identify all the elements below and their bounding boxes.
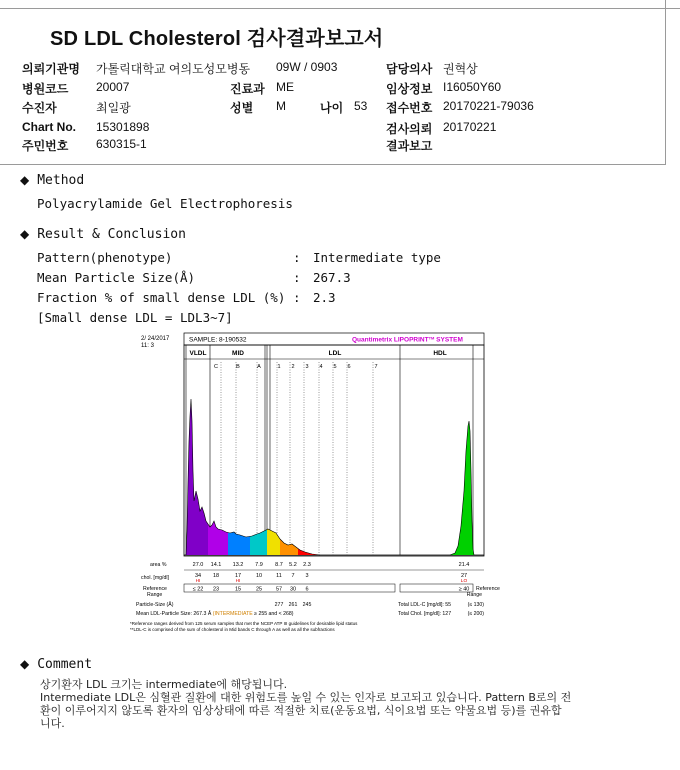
footnote-2: **LDL-C is comprised of the sum of cholesterol in Mid bands C through A as well as all the subfractions (130, 627, 335, 632)
patient-value: 최일광 (96, 101, 131, 115)
particle-size-row-label: Particle-Size (Å) (136, 602, 174, 608)
small-dense-note: [Small dense LDL = LDL3~7] (37, 310, 233, 325)
pattern-value: Intermediate type (313, 250, 441, 265)
ref-value: 30 (289, 586, 297, 593)
comment-section (20, 657, 92, 672)
sex-value: M (276, 99, 286, 113)
flag-value: LO (460, 579, 468, 584)
institution-label: 의뢰기관명 (22, 62, 80, 76)
comment-line-1: 상기환자 LDL 크기는 intermediate에 해당됩니다. (40, 678, 288, 691)
age-label: 나이 (320, 101, 344, 115)
chart-brand: Quantimetrix LIPOPRINT™ SYSTEM (352, 335, 463, 344)
result-heading: Result & Conclusion (37, 227, 186, 242)
region-label: MID (232, 350, 244, 357)
band-label: B (236, 364, 240, 370)
request-value: 20170221 (443, 120, 497, 134)
particle-size-sep: : (293, 270, 301, 285)
diamond-bullet-icon: ◆ (20, 657, 30, 671)
diamond-bullet-icon: ◆ (20, 227, 30, 241)
request-label: 검사의뢰 (386, 122, 433, 136)
area-value: 2.3 (303, 562, 311, 568)
total-ldl-row: Total LDL-C [mg/dl]: 55 (398, 602, 452, 608)
comment-heading: Comment (37, 657, 93, 672)
row-label-area: area % (150, 562, 167, 568)
band-label: 6 (347, 364, 351, 370)
chol-value: 18 (212, 573, 220, 579)
band-label: 2 (291, 364, 295, 370)
clinical-value: I16050Y60 (443, 80, 502, 94)
fraction-label: Fraction % of small dense LDL (%) (37, 290, 286, 305)
ref-value: 57 (275, 586, 283, 593)
ref-value: 15 (234, 586, 242, 593)
area-value: 5.2 (289, 562, 297, 568)
particle-size-value: 277 (274, 602, 284, 608)
area-value: 13.2 (232, 562, 244, 568)
chol-value: 7 (291, 573, 295, 579)
clinical-label: 임상정보 (386, 82, 433, 96)
total-ldl-ref: (≤ 130) (467, 602, 484, 608)
band-label: 3 (305, 364, 309, 370)
particle-size-value: 261 (288, 602, 298, 608)
band-label: 7 (374, 364, 378, 370)
pattern-sep: : (293, 250, 301, 265)
row-label-chol: chol. [mg/dl] (141, 575, 169, 581)
sex-label: 성별 (230, 101, 254, 115)
particle-sizes (275, 602, 312, 608)
method-heading: Method (37, 173, 85, 188)
ref-value: 6 (305, 586, 309, 593)
chol-value: 10 (255, 573, 263, 579)
ward-value: 09W / 0903 (276, 60, 338, 74)
particle-size-value: 245 (302, 602, 312, 608)
row-label-range: Range (147, 592, 163, 598)
chol-value: 3 (305, 573, 309, 579)
band-label: 4 (319, 364, 323, 370)
row-label-range-right: Range (466, 592, 482, 598)
row-label-ref: Reference (143, 586, 167, 592)
lipoprint-svg (130, 331, 500, 639)
total-chol-row: Total Chol. [mg/dl]: 127 (398, 611, 452, 617)
hospital-code-value: 20007 (96, 80, 130, 94)
institution-value: 가톨릭대학교 여의도성모병동 (96, 62, 251, 76)
chart-time: 11: 3 (141, 343, 154, 349)
particle-size-label: Mean Particle Size(Å) (37, 270, 196, 285)
region-label: VLDL (189, 350, 207, 357)
row-label-ref-right: Reference (476, 586, 500, 592)
doctor-value: 권혁상 (443, 62, 478, 76)
area-value: 7.9 (255, 562, 263, 568)
pattern-label: Pattern(phenotype) (37, 250, 173, 265)
band-label: A (257, 364, 261, 370)
id-value: 630315-1 (96, 137, 147, 151)
band-label: C (214, 364, 218, 370)
chart-date: 2/ 24/2017 (141, 336, 170, 342)
comment-line-4: 니다. (40, 717, 65, 730)
area-value: 14.1 (210, 562, 222, 568)
particle-size-value: 267.3 (313, 270, 351, 285)
area-value: 8.7 (275, 562, 283, 568)
comment-line-3: 환이 이루어지지 않도록 환자의 임상상태에 따른 적절한 치료(운동요법, 식이요법 또는 약물요법 등)를 권유합 (40, 704, 562, 717)
region-label: HDL (433, 350, 447, 357)
area-value: 27.0 (192, 562, 204, 568)
chol-value: 34 (194, 573, 202, 579)
ref-value: 25 (255, 586, 263, 593)
reception-value: 20170221-79036 (443, 99, 534, 113)
flag-value: HI (195, 579, 201, 584)
flag-value: HI (235, 579, 241, 584)
diamond-bullet-icon: ◆ (20, 173, 30, 187)
total-chol-ref: (≤ 200) (467, 611, 484, 617)
footnote-1: *Reference ranges derived from 125 serum samples that met the NCEP ATP III guidelines for desirable lipid status (130, 621, 358, 626)
right-border (665, 0, 666, 165)
patient-label: 수진자 (22, 101, 57, 115)
band-label: 1 (277, 364, 281, 370)
report-label: 결과보고 (386, 139, 433, 153)
dept-label: 진료과 (230, 82, 265, 96)
band-label: 5 (333, 364, 337, 370)
result-section (20, 227, 186, 242)
id-label: 주민번호 (22, 139, 69, 153)
dept-value: ME (276, 80, 294, 94)
doctor-label: 담당의사 (386, 62, 433, 76)
age-value: 53 (354, 99, 368, 113)
header-separator (0, 164, 666, 165)
chart-sample: SAMPLE: 8-190532 (189, 336, 247, 344)
method-text: Polyacrylamide Gel Electrophoresis (37, 196, 293, 211)
ref-value: ≤ 22 (192, 586, 204, 593)
report-title: SD LDL Cholesterol 검사결과보고서 (50, 28, 384, 50)
region-label: LDL (328, 350, 342, 357)
comment-line-2: Intermediate LDL은 심혈관 질환에 대한 위험도를 높일 수 있는 인자로 보고되고 있습니다. Pattern B로의 전 (40, 691, 572, 704)
reception-label: 접수번호 (386, 101, 433, 115)
lipoprint-chart (130, 331, 500, 639)
chart-no-label: Chart No. (22, 120, 76, 134)
chart-no-value: 15301898 (96, 120, 150, 134)
ref-value: ≥ 40 (458, 586, 470, 593)
chol-value: 27 (460, 573, 468, 579)
fraction-sep: : (293, 290, 301, 305)
area-value: 21.4 (458, 562, 470, 568)
fraction-value: 2.3 (313, 290, 336, 305)
ref-value: 23 (212, 586, 220, 593)
hospital-code-label: 병원코드 (22, 82, 69, 96)
mean-size-row: Mean LDL-Particle Size: 267.3 Å (INTERMEDIATE ≥ 255 and < 268) (136, 611, 294, 617)
top-border (0, 0, 680, 9)
chol-value: 11 (276, 573, 282, 579)
method-section (20, 173, 84, 188)
chol-value: 17 (234, 573, 242, 579)
